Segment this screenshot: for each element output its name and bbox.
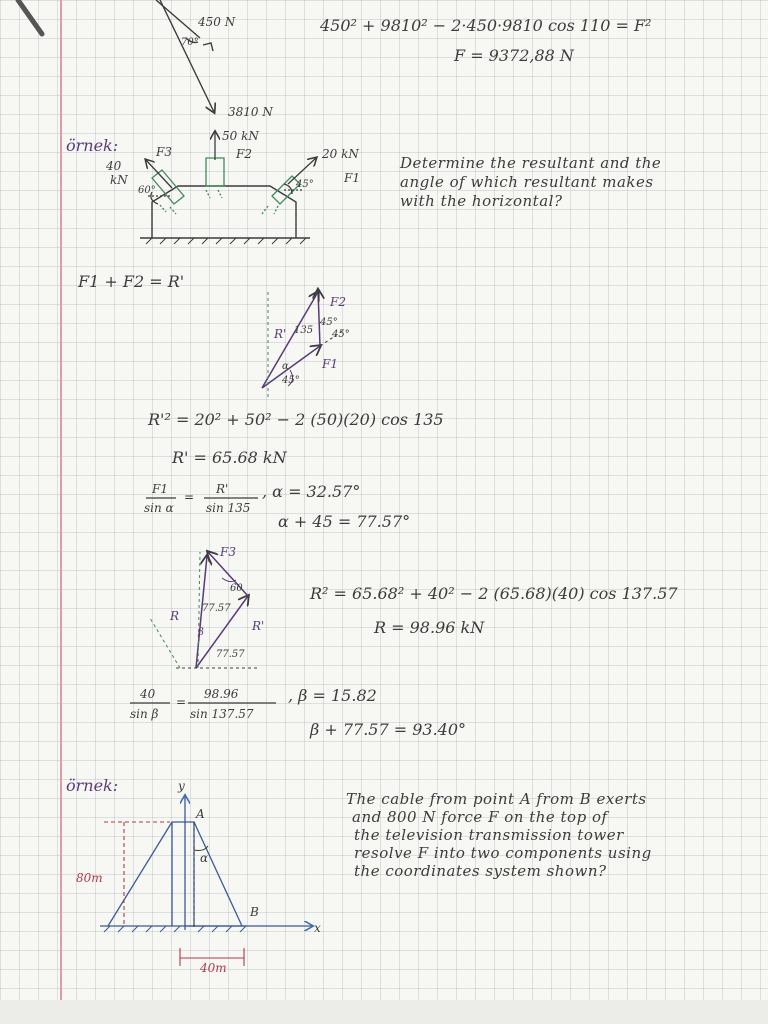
example1-label: örnek: bbox=[66, 136, 119, 155]
calc-beta-sum: β + 77.57 = 93.40° bbox=[310, 720, 467, 739]
problem-line-3: the television transmission tower bbox=[354, 826, 624, 844]
question-line-2: angle of which resultant makes bbox=[400, 173, 654, 191]
label-F1-magnitude: 20 kN bbox=[322, 147, 359, 161]
post-F2 bbox=[206, 158, 224, 186]
top-right-angle bbox=[203, 43, 213, 51]
frac3-numerator: 40 bbox=[140, 687, 156, 701]
tri1-label-45c: 45° bbox=[282, 375, 300, 386]
label-angle-70: 70° bbox=[181, 37, 199, 48]
equation-f-result: F = 9372,88 N bbox=[454, 46, 574, 65]
label-F3-magnitude: 40 bbox=[106, 159, 122, 173]
tower-column bbox=[172, 822, 194, 926]
vector-sum-equation: F1 + F2 = R' bbox=[78, 272, 185, 291]
example2-label: örnek: bbox=[66, 776, 119, 795]
tri2-label-77b: 77.57 bbox=[216, 649, 245, 660]
tri2-label-F3: F3 bbox=[220, 545, 236, 559]
tower-label-x: x bbox=[314, 921, 321, 935]
tri1-label-45b: 45° bbox=[332, 329, 350, 340]
label-3810n: 3810 N bbox=[228, 105, 273, 119]
tower-left-leg bbox=[108, 822, 172, 926]
tri1-label-45a: 45° bbox=[320, 317, 338, 328]
label-F3-unit: kN bbox=[110, 173, 128, 187]
calc-R-prime-result: R' = 65.68 kN bbox=[172, 448, 287, 467]
tower-label-A: A bbox=[196, 807, 205, 821]
ground-hatch bbox=[146, 238, 306, 244]
label-F2: F2 bbox=[236, 147, 252, 161]
tower-label-y: y bbox=[178, 779, 185, 793]
calc-R-result: R = 98.96 kN bbox=[374, 618, 485, 637]
tower-cable bbox=[194, 822, 242, 926]
calc-alpha-result: , α = 32.57° bbox=[262, 482, 361, 501]
tri2-label-R: R bbox=[170, 609, 180, 623]
frac2-numerator: R' bbox=[216, 482, 229, 496]
label-F3: F3 bbox=[156, 145, 172, 159]
label-F2-magnitude: 50 kN bbox=[222, 129, 259, 143]
frac1-equals: = bbox=[184, 490, 195, 504]
tower-label-height: 80m bbox=[76, 871, 103, 885]
frac1-numerator: F1 bbox=[152, 482, 168, 496]
question-line-3: with the horizontal? bbox=[400, 192, 563, 210]
tower-dimensions bbox=[104, 822, 244, 966]
label-F1: F1 bbox=[344, 171, 360, 185]
frac4-numerator: 98.96 bbox=[204, 687, 239, 701]
frac4-denominator: sin 137.57 bbox=[190, 707, 254, 721]
tri1-label-R: R' bbox=[274, 327, 287, 341]
tower-label-B: B bbox=[250, 905, 259, 919]
tri1-label-F2: F2 bbox=[330, 295, 346, 309]
calc-alpha-plus-45: α + 45 = 77.57° bbox=[278, 512, 411, 531]
tower-label-width: 40m bbox=[200, 961, 227, 975]
page-bottom-edge bbox=[0, 1000, 768, 1024]
hatch-dashes bbox=[160, 190, 278, 214]
label-F1-angle: 45° bbox=[296, 179, 314, 190]
tri2-label-60: 60 bbox=[230, 583, 243, 594]
arrow-F3 bbox=[146, 160, 172, 188]
dim-height bbox=[104, 822, 170, 926]
tri1-label-alpha: α bbox=[282, 361, 289, 372]
problem-line-2: and 800 N force F on the top of bbox=[352, 808, 608, 826]
problem-line-4: resolve F into two components using bbox=[354, 844, 652, 862]
calc-cosine-law-R: R² = 65.68² + 40² − 2 (65.68)(40) cos 137.57 bbox=[310, 584, 678, 603]
frac3-denominator: sin β bbox=[130, 707, 159, 721]
problem-line-1: The cable from point A from B exerts bbox=[346, 790, 647, 808]
tri2-label-R-prime: R' bbox=[252, 619, 265, 633]
tri1-label-F1: F1 bbox=[322, 357, 338, 371]
tri2-label-beta: β bbox=[198, 627, 204, 638]
frac3-equals: = bbox=[176, 695, 187, 709]
calc-cosine-law-R-prime: R'² = 20² + 50² − 2 (50)(20) cos 135 bbox=[148, 410, 444, 429]
tri1-label-135: 135 bbox=[294, 325, 314, 336]
frac1-denominator: sin α bbox=[144, 501, 174, 515]
problem-line-5: the coordinates system shown? bbox=[354, 862, 607, 880]
calc-beta-result: , β = 15.82 bbox=[288, 686, 377, 705]
corner-mark bbox=[18, 0, 42, 34]
label-450n: 450 N bbox=[198, 15, 236, 29]
tri2-label-77a: 77.57 bbox=[202, 603, 231, 614]
frac2-denominator: sin 135 bbox=[206, 501, 251, 515]
tri1-R bbox=[262, 292, 318, 388]
tower-hatch bbox=[104, 926, 246, 932]
tower-label-alpha: α bbox=[200, 851, 209, 865]
label-F3-angle: 60° bbox=[138, 185, 156, 196]
question-line-1: Determine the resultant and the bbox=[400, 154, 662, 172]
equation-cosine-law: 450² + 9810² − 2·450·9810 cos 110 = F² bbox=[320, 16, 652, 35]
